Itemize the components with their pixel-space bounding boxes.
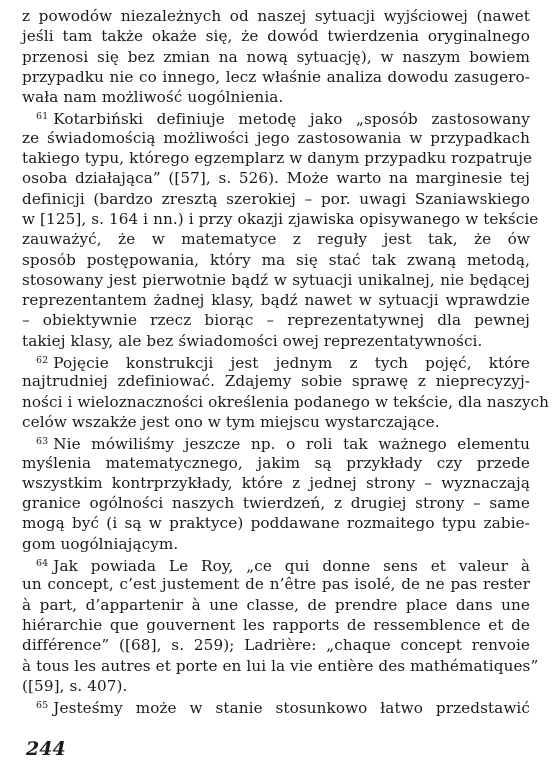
- footnote-number: 64: [36, 558, 49, 570]
- text-line: zauważyć, że w matematyce z reguły jest tak, że ów: [22, 230, 530, 249]
- footnote-65: [22, 696, 530, 716]
- text-line: un concept, c’est justement de n’être pas isolé, de ne pas rester: [22, 575, 530, 594]
- text-line: Kotarbiński definiuje metodę jako „sposób zastosowany: [53, 110, 530, 129]
- text-line: najtrudniej zdefiniować. Zdajemy sobie sprawę z nieprecyzyj-: [22, 372, 530, 391]
- text-line: ności i wieloznaczności określenia podanego w tekście, dla naszych: [22, 392, 550, 411]
- footnote-61: [22, 107, 539, 351]
- page-number: 244: [26, 738, 66, 760]
- text-line: wała nam możliwość uogólnienia.: [22, 88, 284, 107]
- footnote-number: 61: [36, 111, 49, 123]
- footnote-number: 65: [36, 700, 49, 712]
- page-body: [22, 6, 550, 718]
- text-line: Jak powiada Le Roy, „ce qui donne sens et valeur à: [53, 557, 530, 576]
- footnote-64: [22, 554, 539, 696]
- text-line: mogą być (i są w praktyce) poddawane rozmaitego typu zabie-: [22, 514, 530, 533]
- text-line: przenosi się bez zmian na nową sytuację), w naszym bowiem: [22, 47, 530, 66]
- text-line: reprezentantem żadnej klasy, bądź nawet w sytuacji wprawdzie: [22, 291, 530, 310]
- text-line: jeśli tam także okaże się, że dowód twierdzenia oryginalnego: [22, 27, 530, 46]
- text-line: hiérarchie que gouvernent les rapports de ressemblence et de: [22, 615, 530, 634]
- text-line: – obiektywnie rzecz biorąc – reprezentatywnej dla pewnej: [22, 311, 530, 330]
- text-line: takiej klasy, ale bez świadomości owej reprezentatywności.: [22, 331, 483, 350]
- text-line: z powodów niezależnych od naszej sytuacji wyjściowej (nawet: [22, 7, 530, 25]
- text-line: w [125], s. 164 i nn.) i przy okazji zjawiska opisywanego w tekście: [22, 209, 539, 228]
- text-line: definicji (bardzo zresztą szerokiej – por. uwagi Szaniawskiego: [22, 189, 530, 208]
- footnote-number: 62: [36, 355, 49, 367]
- text-line: ze świadomością możliwości jego zastosowania w przypadkach: [22, 128, 530, 147]
- text-line: przypadku nie co innego, lecz właśnie analiza dowodu zasugero-: [22, 67, 530, 86]
- text-line: différence” ([68], s. 259); Ladrière: „chaque concept renvoie: [22, 636, 530, 655]
- text-line: gom uogólniającym.: [22, 534, 179, 553]
- text-line: celów wszakże jest ono w tym miejscu wystarczające.: [22, 412, 440, 431]
- text-line: à part, d’appartenir à une classe, de prendre place dans une: [22, 595, 530, 614]
- text-line: ([59], s. 407).: [22, 676, 128, 695]
- text-line: takiego typu, którego egzemplarz w danym przypadku rozpatruje: [22, 149, 533, 168]
- continuation-paragraph: [22, 6, 530, 107]
- footnote-62: [22, 351, 550, 432]
- text-line: myślenia matematycznego, jakim są przykłady czy przede: [22, 453, 530, 472]
- text-line: Pojęcie konstrukcji jest jednym z tych pojęć, które: [53, 354, 530, 373]
- text-line: sposób postępowania, który ma się stać tak zwaną metodą,: [22, 250, 530, 269]
- footnote-number: 63: [36, 436, 49, 448]
- text-line: granice ogólności naszych twierdzeń, z drugiej strony – same: [22, 494, 530, 513]
- footnote-63: [22, 432, 530, 554]
- text-line: à tous les autres et porte en lui la vie entière des mathématiques”: [22, 656, 539, 675]
- text-line: wszystkim kontrprzykłady, które z jednej strony – wyznaczają: [22, 473, 530, 492]
- text-line: Jesteśmy może w stanie stosunkowo łatwo przedstawić: [53, 699, 530, 718]
- text-line: stosowany jest pierwotnie bądź w sytuacji unikalnej, nie będącej: [22, 270, 530, 289]
- text-line: Nie mówiliśmy jeszcze np. o roli tak ważnego elementu: [53, 435, 530, 454]
- text-line: osoba działająca” ([57], s. 526). Może warto na marginesie tej: [22, 169, 530, 188]
